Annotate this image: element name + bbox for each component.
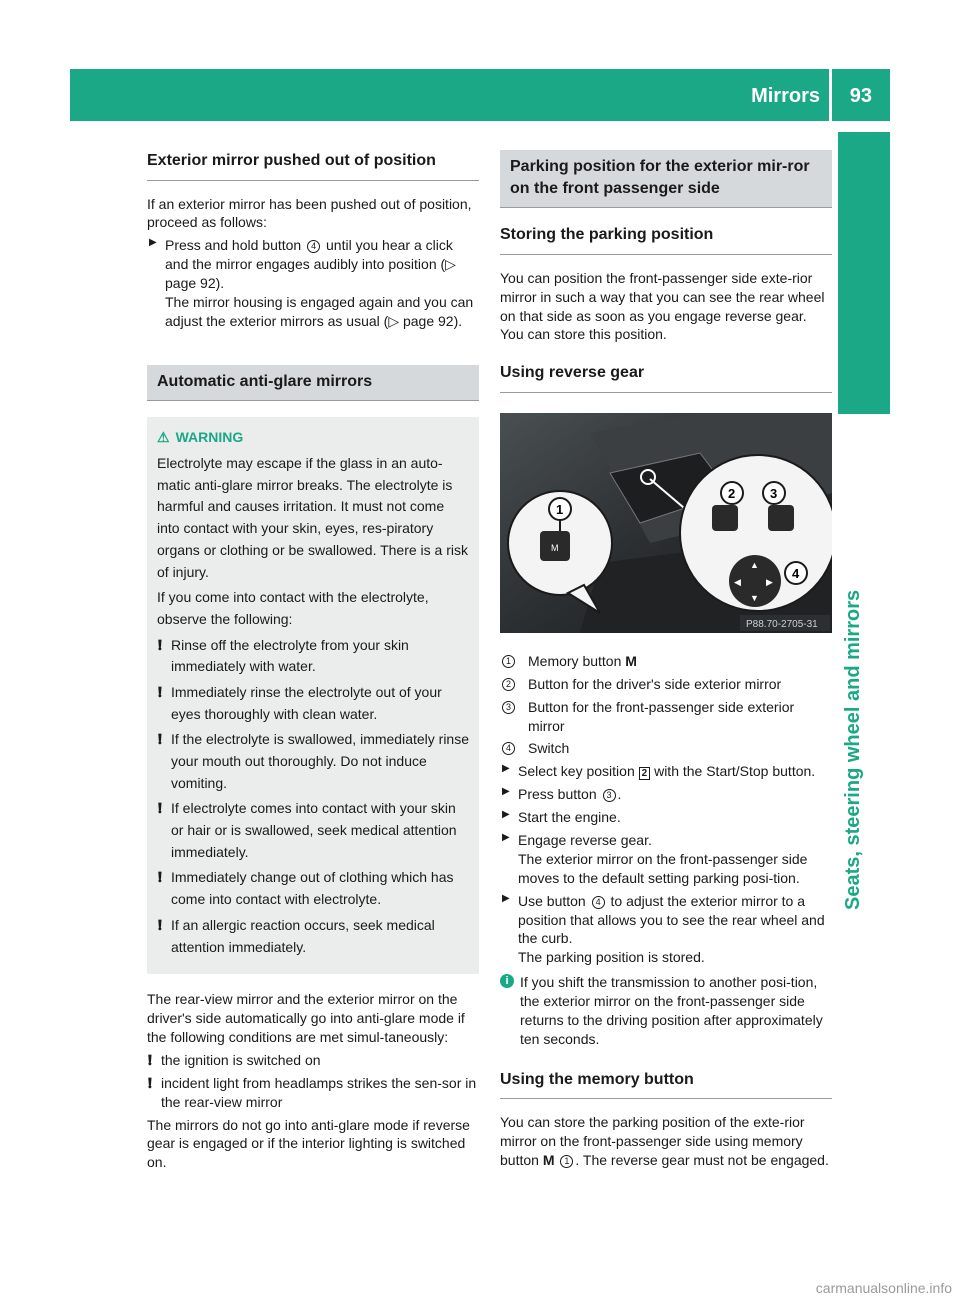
list-item: ❗︎ the ignition is switched on bbox=[148, 1051, 321, 1068]
door-panel-photo bbox=[500, 413, 832, 633]
legend-item: 1 Memory button M bbox=[500, 652, 832, 671]
instruction-step: ▶ Use button 4 to adjust the exterior mirror to a position that allows you to see the rear wheel and the curb. The parking position is stored. bbox=[502, 892, 825, 966]
step-arrow-icon: ▶ bbox=[502, 892, 510, 904]
list-item: ❗︎ Rinse off the electrolyte from your skin immediately with water. bbox=[158, 636, 409, 675]
callout-4-icon: 4 bbox=[502, 742, 515, 755]
bullet-icon: ❗︎ bbox=[158, 636, 162, 653]
right-column bbox=[500, 150, 832, 1174]
warning-paragraph: If you come into contact with the electrolyte, observe the following: bbox=[157, 589, 429, 627]
section-title: Using reverse gear bbox=[500, 362, 832, 393]
instruction-step: ▶ Engage reverse gear. The exterior mirror on the front-passenger side moves to the default setting parking posi-tion. bbox=[502, 831, 808, 886]
page-header bbox=[70, 69, 890, 121]
bullet-icon: ❗︎ bbox=[148, 1074, 152, 1091]
step-arrow-icon: ▶ bbox=[502, 831, 510, 843]
step-arrow-icon: ▶ bbox=[502, 809, 510, 821]
warning-heading bbox=[157, 427, 469, 449]
step-text: Press and hold button bbox=[165, 237, 302, 254]
instruction-step: ▶ Start the engine. bbox=[502, 809, 621, 826]
callout-2-icon: 2 bbox=[502, 678, 515, 691]
list-item: ❗︎ Immediately rinse the electrolyte out of your eyes thoroughly with clean water. bbox=[158, 683, 442, 722]
step-arrow-icon: ▶ bbox=[502, 786, 510, 798]
callout-1-icon: 1 bbox=[560, 1155, 573, 1168]
list-item: ❗︎ If an allergic reaction occurs, seek medical attention immediately. bbox=[158, 916, 435, 955]
header-separator bbox=[829, 69, 832, 121]
legend-item: 3 Button for the front-passenger side exterior mirror bbox=[500, 698, 832, 736]
header-title: Mirrors bbox=[751, 85, 820, 107]
bullet-icon: ❗︎ bbox=[158, 869, 162, 886]
callout-3-icon: 3 bbox=[603, 789, 616, 802]
key-position-2-icon: 2 bbox=[639, 767, 651, 780]
bullet-icon: ❗︎ bbox=[158, 683, 162, 700]
switch-right-arrow: ▶ bbox=[766, 576, 773, 587]
switch-up-arrow: ▲ bbox=[750, 559, 759, 570]
callout-2-label: 2 bbox=[728, 485, 736, 501]
bullet-icon: ❗︎ bbox=[158, 800, 162, 817]
paragraph: The mirrors do not go into anti-glare mode if reverse gear is engaged or if the interior lighting is switched on. bbox=[147, 1116, 470, 1171]
bullet-icon: ❗︎ bbox=[148, 1051, 152, 1068]
bullet-icon: ❗︎ bbox=[158, 731, 162, 748]
paragraph: If an exterior mirror has been pushed out of position, proceed as follows: bbox=[147, 195, 472, 231]
paragraph: You can store the parking position of the exte-rior mirror on the front-passenger side using memory button M 1 . The reverse gear must not be engaged. bbox=[500, 1114, 829, 1169]
callout-4-icon: 4 bbox=[307, 240, 320, 253]
list-item: ❗︎ Immediately change out of clothing which has come into contact with electrolyte. bbox=[158, 869, 454, 908]
switch-down-arrow: ▼ bbox=[750, 592, 759, 603]
list-item: ❗︎ If electrolyte comes into contact with your skin or hair or is swallowed, seek medical attention immediately. bbox=[158, 800, 457, 860]
callout-4-icon: 4 bbox=[592, 896, 605, 909]
section-title: Using the memory button bbox=[500, 1069, 832, 1100]
watermark: carmanualsonline.info bbox=[815, 1280, 952, 1296]
warning-triangle-icon: ⚠ bbox=[157, 429, 170, 446]
section-title: Storing the parking position bbox=[500, 224, 832, 255]
page-ref[interactable]: page 92). bbox=[165, 275, 225, 292]
paragraph: The rear-view mirror and the exterior mirror on the driver's side automatically go into anti-glare mode if the following conditions are met simul-taneously: bbox=[147, 991, 465, 1046]
legend-item: 4 Switch bbox=[500, 739, 832, 758]
callout-1-icon: 1 bbox=[502, 655, 515, 668]
section-bar-title: Parking position for the exterior mir-ror on the front passenger side bbox=[500, 150, 832, 208]
page-ref-arrow-icon: ▷ bbox=[388, 312, 400, 329]
step-text: until you hear a click and the mirror engages audibly into position ( bbox=[165, 237, 453, 273]
callout-3-icon: 3 bbox=[502, 701, 515, 714]
photo-code: P88.70-2705-31 bbox=[746, 618, 818, 630]
list-item: ❗︎ If the electrolyte is swallowed, immediately rinse your mouth out thoroughly. Do not induce vomiting. bbox=[158, 731, 470, 791]
driver-mirror-button-graphic bbox=[712, 505, 738, 531]
passenger-mirror-button-graphic bbox=[768, 505, 794, 531]
info-icon: i bbox=[500, 974, 514, 988]
chapter-tab bbox=[838, 132, 890, 414]
step-arrow-icon: ▶ bbox=[502, 763, 510, 775]
section-title: Exterior mirror pushed out of position bbox=[147, 150, 479, 181]
switch-left-arrow: ◀ bbox=[734, 576, 741, 587]
chapter-label: Seats, steering wheel and mirrors bbox=[842, 589, 864, 910]
instruction-step: ▶ Press button 3 . bbox=[502, 786, 622, 803]
page-number: 93 bbox=[849, 85, 872, 107]
paragraph: You can position the front-passenger side exte-rior mirror in such a way that you can see the rear wheel on that side as soon as you engage reverse gear. You can store this position. bbox=[500, 269, 825, 343]
memory-button-letter: M bbox=[551, 542, 559, 553]
info-note: i If you shift the transmission to another posi-tion, the exterior mirror on the front-passenger side returns to the driving position after approximately ten seconds. bbox=[500, 973, 832, 1049]
warning-box bbox=[147, 417, 479, 974]
page-ref[interactable]: page 92). bbox=[402, 312, 463, 329]
bullet-icon: ❗︎ bbox=[158, 916, 162, 933]
callout-3-label: 3 bbox=[770, 485, 778, 501]
page-ref-arrow-icon: ▷ bbox=[445, 256, 456, 273]
legend-item: 2 Button for the driver's side exterior mirror bbox=[500, 675, 832, 694]
instruction-step: ▶ Select key position 2 with the Start/Stop button. bbox=[502, 763, 816, 780]
instruction-step bbox=[147, 236, 479, 330]
list-item: ❗︎ incident light from headlamps strikes the sen-sor in the rear-view mirror bbox=[148, 1074, 477, 1110]
warning-label: WARNING bbox=[175, 429, 244, 446]
callout-4-label: 4 bbox=[792, 565, 800, 581]
step-arrow-icon: ▶ bbox=[149, 237, 157, 249]
step-text: The mirror housing is engaged again and you can adjust the exterior mirrors as usual ( bbox=[165, 294, 474, 329]
section-bar-title: Automatic anti-glare mirrors bbox=[147, 365, 479, 402]
left-column bbox=[147, 150, 479, 1176]
warning-paragraph: Electrolyte may escape if the glass in an auto-matic anti-glare mirror breaks. The electrolyte is harmful and causes irritation. It must not come into contact with your skin, eyes, res-piratory organs or clothing or be swallowed. There is a risk of injury. bbox=[157, 455, 469, 580]
callout-1-label: 1 bbox=[556, 501, 564, 517]
